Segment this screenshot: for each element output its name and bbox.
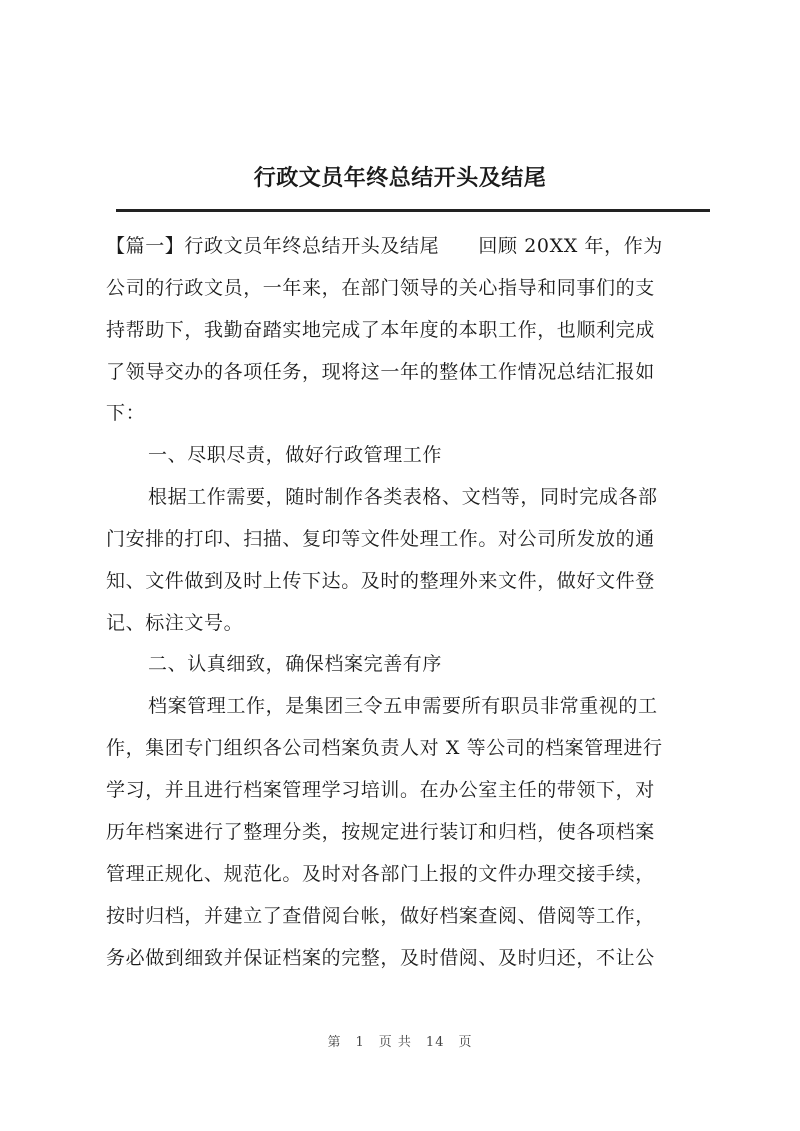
body-line: 学习，并且进行档案管理学习培训。在办公室主任的带领下，对 [106,779,655,801]
page-number: 第 1 页 共 14 页 [327,1035,473,1050]
body-line: 持帮助下，我勤奋踏实地完成了本年度的本职工作，也顺利完成 [106,319,655,341]
body-line: 门安排的打印、扫描、复印等文件处理工作。对公司所发放的通 [106,528,655,550]
title-divider [116,209,710,212]
body-line: 作，集团专门组织各公司档案负责人对 X 等公司的档案管理进行 [106,737,663,759]
body-line: 公司的行政文员，一年来，在部门领导的关心指导和同事们的支 [106,277,655,299]
body-line: 记、标注文号。 [106,612,244,634]
body-line: 务必做到细致并保证档案的完整，及时借阅、及时归还，不让公 [106,947,655,969]
body-line: 【篇一】行政文员年终总结开头及结尾 回顾 20XX 年，作为 [106,235,663,257]
body-line: 了领导交办的各项任务，现将这一年的整体工作情况总结汇报如 [106,361,655,383]
section-heading: 二、认真细致，确保档案完善有序 [148,653,443,675]
body-line: 按时归档，并建立了查借阅台帐，做好档案查阅、借阅等工作， [106,905,655,927]
body-line: 档案管理工作，是集团三令五申需要所有职员非常重视的工 [148,695,658,717]
document-title: 行政文员年终总结开头及结尾 [253,165,547,191]
body-line: 知、文件做到及时上传下达。及时的整理外来文件，做好文件登 [106,570,655,592]
section-heading: 一、尽职尽责，做好行政管理工作 [148,444,443,466]
body-line: 历年档案进行了整理分类，按规定进行装订和归档，使各项档案 [106,821,655,843]
body-line: 管理正规化、规范化。及时对各部门上报的文件办理交接手续， [106,863,655,885]
body-line: 下： [106,402,146,424]
body-line: 根据工作需要，随时制作各类表格、文档等，同时完成各部 [148,486,658,508]
